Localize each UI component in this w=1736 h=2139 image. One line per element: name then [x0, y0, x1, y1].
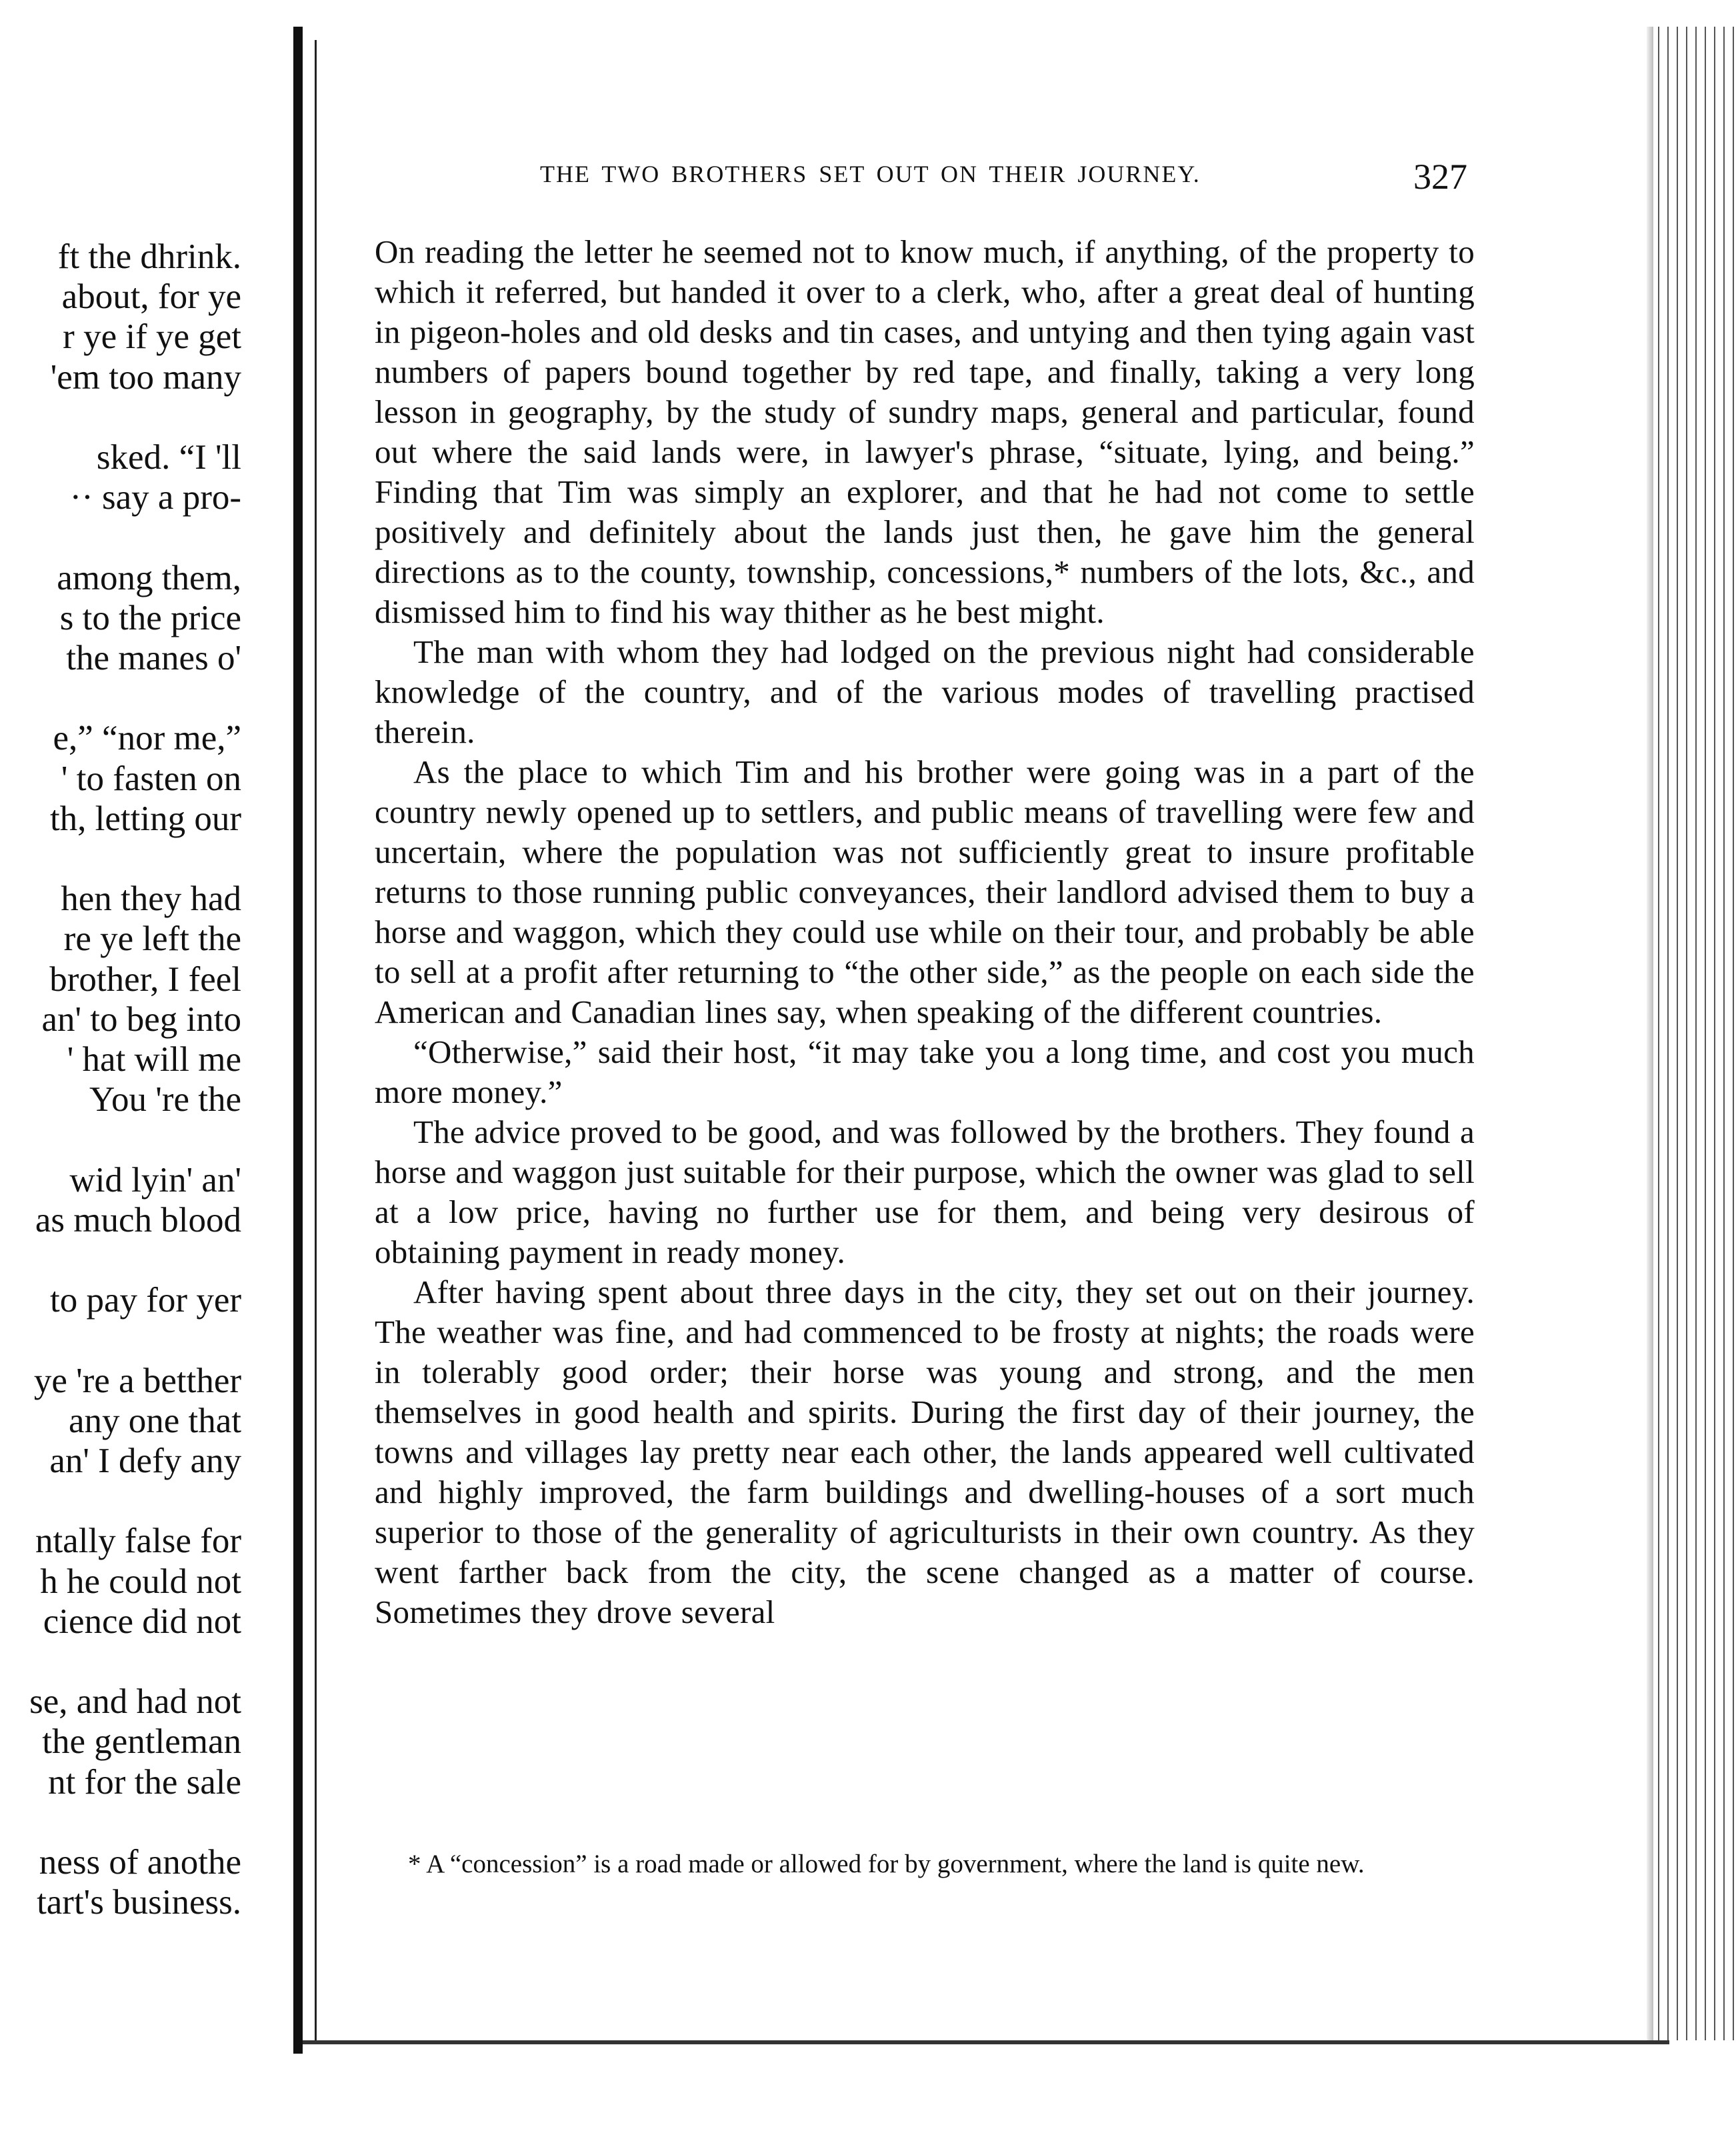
paragraph-1: On reading the letter he seemed not to know much, if anything, of the property to which it referred, but handed it over to a clerk, who, after a great deal of hunting in pigeon-holes and old desks and tin cases, and untying and then tying again vast numbers of papers bound together by red tape, and finally, taking a very long lesson in geography, by the study of sundry maps, general and particular, found out where the said lands were, in lawyer's phrase, “situate, lying, and being.” Finding that Tim was simply an explorer, and that he had not come to settle positively and definitely about the lands just then, he gave him the general directions as to the county, township, concessions,* numbers of the lots, &c., and dismissed him to find his way thither as he best might. [375, 233, 1475, 630]
left-page-line: se, and had not [29, 1682, 241, 1722]
page-number: 327 [1413, 157, 1467, 197]
left-page-line: ' to fasten on [61, 759, 241, 798]
left-page-line: nt for the sale [48, 1762, 241, 1802]
left-page-line: as much blood [35, 1200, 241, 1240]
left-page-line: tart's business. [37, 1883, 241, 1922]
left-page-line: to pay for yer [50, 1281, 241, 1320]
left-page-line: sked. “I 'll [96, 438, 241, 477]
left-page-line: an' I defy any [49, 1442, 241, 1480]
left-page-line: h he could not [40, 1562, 241, 1601]
left-page-line: the gentleman [42, 1722, 241, 1762]
left-page-line: ness of anothe [39, 1843, 241, 1882]
paragraph-6: After having spent about three days in the city, they set out on their journey. The weather was fine, and had commenced to be frosty at nights; the roads were in tolerably good order; their horse was young and strong, and the men themselves in good health and spirits. During the first day of their journey, the towns and villages lay pretty near each other, the lands appeared well cultivated and highly improved, the farm buildings and dwelling-houses of a sort much superior to those of the generality of agriculturists in their own country. As they went farther back from the city, the scene changed as a matter of course. Sometimes they drove several [375, 1274, 1475, 1630]
paragraph-4: “Otherwise,” said their host, “it may take you a long time, and cost you much more money.” [375, 1033, 1475, 1110]
left-page-line: ye 're a betther [33, 1361, 241, 1400]
left-page-line: the manes o' [66, 639, 241, 677]
page-edge-stack [1653, 27, 1736, 2040]
left-page-fragment [0, 0, 293, 2139]
running-title: THE TWO BROTHERS SET OUT ON THEIR JOURNEY. [540, 161, 1201, 187]
page-bottom-edge [303, 2040, 1669, 2044]
left-page-line: cience did not [43, 1602, 241, 1641]
left-page-line: You 're the [89, 1080, 241, 1120]
left-page-line: ft the dhrink. [57, 237, 241, 276]
paragraph-3: As the place to which Tim and his brother were going was in a part of the country newly opened up to settlers, and public means of travelling were few and uncertain, where the population was not sufficiently great to insure profitable returns to those running public conveyances, their landlord advised them to buy a horse and waggon, which they could use while on their tour, and probably be able to sell at a profit after returning to “the other side,” as the people on each side the American and Canadian lines say, when speaking of the different countries. [375, 753, 1475, 1030]
left-page-line: wid lyin' an' [69, 1160, 241, 1200]
left-page-line: an' to beg into [41, 999, 241, 1039]
left-page-line: about, for ye [61, 277, 241, 317]
paragraph-2: The man with whom they had lodged on the previous night had considerable knowledge of the country, and of the various modes of travelling practised therein. [375, 633, 1475, 750]
body-text [375, 232, 1475, 1632]
paragraph-5: The advice proved to be good, and was followed by the brothers. They found a horse and waggon just suitable for their purpose, which the owner was glad to sell at a low price, having no further use for them, and being very desirous of obtaining payment in ready money. [375, 1114, 1475, 1270]
left-page-line: th, letting our [49, 799, 241, 838]
left-page-line: any one that [68, 1401, 241, 1440]
left-page-line: s to the price [59, 598, 241, 637]
left-page-line: ·· say a pro- [69, 478, 241, 517]
gutter-rule [293, 27, 303, 2054]
left-page-line: brother, I feel [49, 959, 241, 999]
left-page-line: hen they had [61, 879, 241, 919]
left-page-line: ' hat will me [67, 1040, 241, 1079]
left-page-line: ntally false for [35, 1522, 241, 1561]
left-page-line: re ye left the [63, 919, 241, 959]
left-page-line: among them, [57, 558, 241, 597]
footnote: * A “concession” is a road made or allowed for by government, where the land is quite new. [408, 1850, 1365, 1878]
left-page-line: 'em too many [50, 357, 241, 397]
gutter-rule-outer [315, 40, 317, 2040]
left-page-line: e,” “nor me,” [53, 719, 241, 758]
left-page-line: r ye if ye get [63, 317, 241, 357]
